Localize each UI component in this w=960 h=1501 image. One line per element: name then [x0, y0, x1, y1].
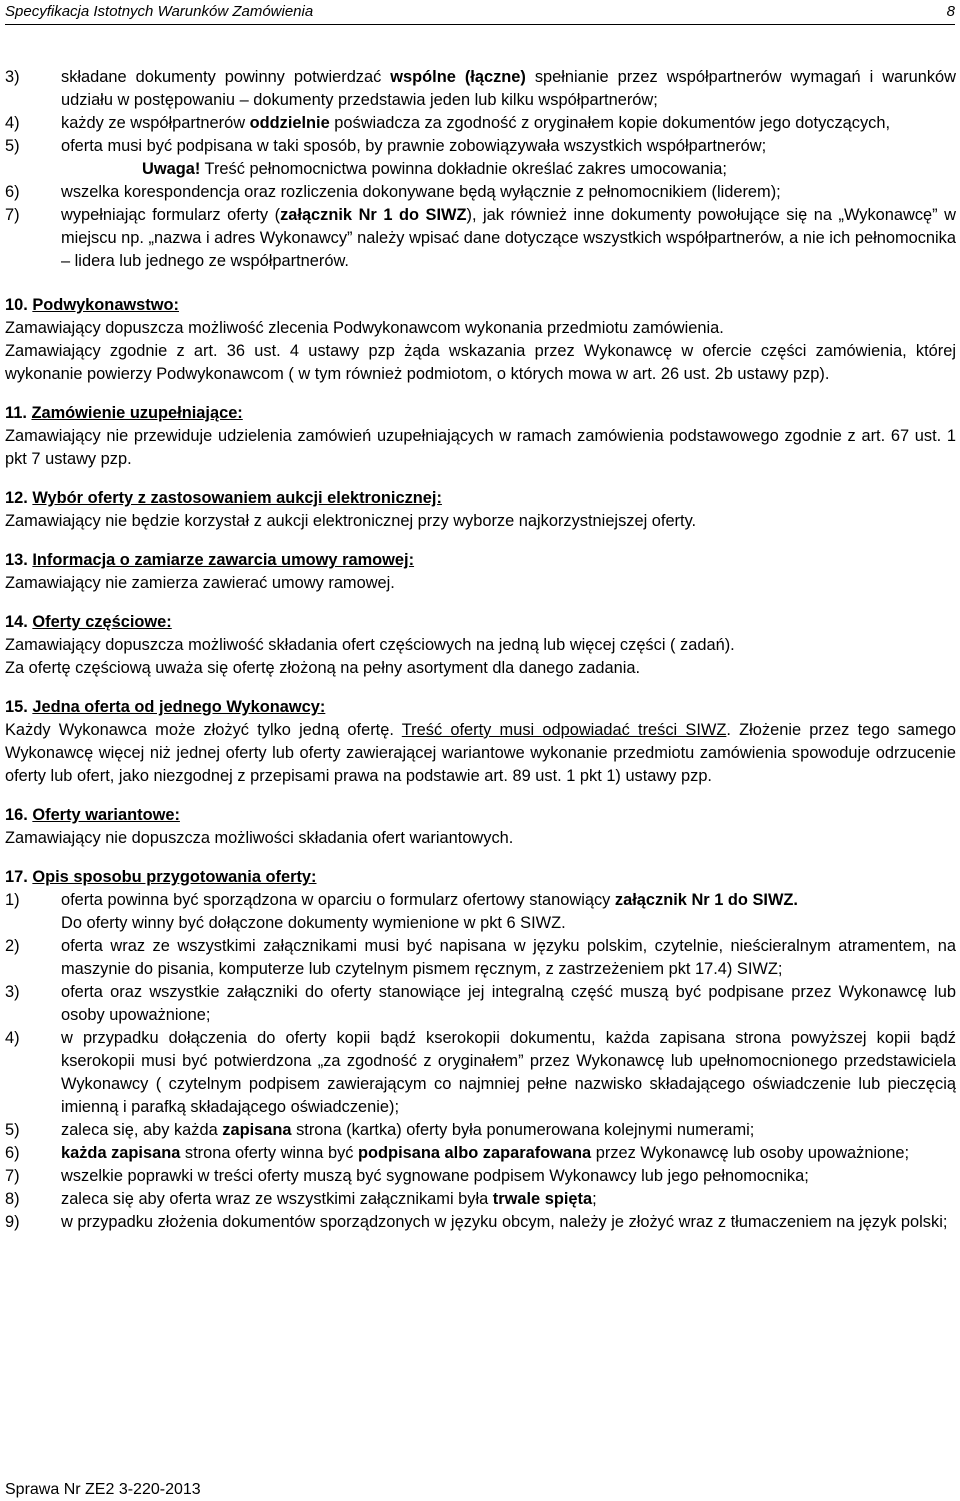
- section-heading: 10. Podwykonawstwo:: [5, 296, 179, 314]
- page-header: [5, 0, 955, 25]
- section-17: 17. Opis sposobu przygotowania oferty: 1) oferta powinna być sporządzona w oparciu o formularz ofertowy stanowiący załącznik Nr 1 do SIWZ. Do oferty winny być dołączone dokumenty wymienione w pkt 6 SIWZ. 2) oferta wraz ze wszystkimi załącznikami musi być napisana w języku polskim, czytelnie, nieścieralnym atramentem, na maszynie do pisania, komputerze lub czytelnym pismem ręcznym, z zastrzeżeniem pkt 17.4) SIWZ; 3) oferta oraz wszystkie załączniki do oferty stanowiące jej integralną część muszą być podpisane przez Wykonawcę lub osoby upoważnione; 4) w przypadku dołączenia do oferty kopii bądź kserokopii dokumentu, każda zapisana strona powyższej kopii bądź kserokopii musi być potwierdzona „za zgodność z oryginałem” przez Wykonawcę lub upełnomocnionego przedstawiciela Wykonawcy ( czytelnym podpisem zawierającym co najmniej pełne nazwisko składającego oświadczenie lub pieczęcią imienną i parafką składającego oświadczenie); 5) zaleca się, aby każda zapisana strona (kartka) oferty była ponumerowana kolejnymi numerami; 6) każda zapisana strona oferty winna być podpisana albo zaparafowana przez Wykonawcę lub osoby upoważnione; 7) wszelkie poprawki w treści oferty muszą być sygnowane podpisem Wykonawcy lub jego pełnomocnika; 8) zaleca się aby oferta wraz ze wszystkimi załącznikami była trwale spięta; 9) w przypadku złożenia dokumentów sporządzonych w języku obcym, należy je złożyć wraz z tłumaczeniem na język polski;: [5, 866, 956, 1234]
- list-item: 4) w przypadku dołączenia do oferty kopii bądź kserokopii dokumentu, każda zapisana strona powyższej kopii bądź kserokopii musi być potwierdzona „za zgodność z oryginałem” przez Wykonawcę lub upełnomocnionego przedstawiciela Wykonawcy ( czytelnym podpisem zawierającym co najmniej pełne nazwisko składającego oświadczenie lub pieczęcią imienną i parafką składającego oświadczenie);: [5, 1029, 956, 1116]
- section-heading: 13. Informacja o zamiarze zawarcia umowy ramowej:: [5, 551, 415, 569]
- header-title: Specyfikacja Istotnych Warunków Zamówienia: [5, 3, 314, 20]
- uwaga-label: Uwaga!: [142, 160, 201, 178]
- consortium-list-a: [5, 66, 956, 158]
- list-item: 6) wszelka korespondencja oraz rozliczenia dokonywane będą wyłącznie z pełnomocnikiem (liderem);: [5, 183, 781, 201]
- list-item: 4) każdy ze współpartnerów oddzielnie poświadcza za zgodność z oryginałem kopie dokumentów jego dotyczących,: [5, 114, 891, 132]
- list-item: 7) wypełniając formularz oferty (załącznik Nr 1 do SIWZ), jak również inne dokumenty powołujące się na „Wykonawcę” w miejscu np. „nazwa i adres Wykonawcy” należy wpisać dane dotyczące wszystkich współpartnerów, a nie ich pełnomocnika – lidera lub jednego ze współpartnerów.: [5, 206, 956, 270]
- section-heading: 14. Oferty częściowe:: [5, 613, 172, 631]
- list-item: 2) oferta wraz ze wszystkimi załącznikami musi być napisana w języku polskim, czytelnie, nieścieralnym atramentem, na maszynie do pisania, komputerze lub czytelnym pismem ręcznym, z zastrzeżeniem pkt 17.4) SIWZ;: [5, 937, 956, 978]
- list-item: 5) oferta musi być podpisana w taki sposób, by prawnie zobowiązywała wszystkich współpartnerów;: [5, 137, 767, 155]
- section-13: 13. Informacja o zamiarze zawarcia umowy ramowej: Zamawiający nie zamierza zawierać umowy ramowej.: [5, 549, 956, 595]
- section-12: 12. Wybór oferty z zastosowaniem aukcji elektronicznej: Zamawiający nie będzie korzystał z aukcji elektronicznej przy wyborze najkorzystniejszej oferty.: [5, 487, 956, 533]
- section-15: 15. Jedna oferta od jednego Wykonawcy: Każdy Wykonawca może złożyć tylko jedną ofertę. Treść oferty musi odpowiadać treści SIWZ. Złożenie przez tego samego Wykonawcę więcej niż jednej oferty lub oferty zawierającej wariantowe wykonanie przedmiotu zamówienia spowoduje odrzucenie oferty lub ofert, jako niezgodnej z przepisami prawa na podstawie art. 89 ust. 1 pkt 1) ustawy pzp.: [5, 698, 956, 785]
- section-10: 10. Podwykonawstwo: Zamawiający dopuszcza możliwość zlecenia Podwykonawcom wykonania przedmiotu zamówienia. Zamawiający zgodnie z art. 36 ust. 4 ustawy pzp żąda wskazania przez Wykonawcę w ofercie części zamówienia, której wykonanie powierzy Podwykonawcom ( w tym również podmiotom, o których mowa w art. 26 ust. 2b ustawy pzp).: [5, 296, 956, 383]
- list-item: 9) w przypadku złożenia dokumentów sporządzonych w języku obcym, należy je złożyć wraz z tłumaczeniem na język polski;: [5, 1213, 948, 1231]
- document-body: [5, 66, 956, 1234]
- section-heading: 16. Oferty wariantowe:: [5, 806, 180, 824]
- list-item: 3) składane dokumenty powinny potwierdzać wspólne (łączne) spełnianie przez współpartnerów wymagań i warunków udziału w postępowaniu – dokumenty przedstawia jeden lub kilku współpartnerów;: [5, 68, 956, 109]
- list-item: 7) wszelkie poprawki w treści oferty muszą być sygnowane podpisem Wykonawcy lub jego pełnomocnika;: [5, 1167, 809, 1185]
- section-14: 14. Oferty częściowe: Zamawiający dopuszcza możliwość składania ofert częściowych na jedną lub więcej części ( zadań). Za ofertę częściową uważa się ofertę złożoną na pełny asortyment dla danego zadania.: [5, 611, 956, 680]
- page-number: 8: [946, 3, 955, 20]
- section-11: 11. Zamówienie uzupełniające: Zamawiający nie przewiduje udzielenia zamówień uzupełniających w ramach zamówienia podstawowego zgodnie z art. 67 ust. 1 pkt 7 ustawy pzp.: [5, 404, 956, 468]
- section-heading: 15. Jedna oferta od jednego Wykonawcy:: [5, 698, 326, 716]
- list-item: 6) każda zapisana strona oferty winna być podpisana albo zaparafowana przez Wykonawcę lub osoby upoważnione;: [5, 1144, 910, 1162]
- list-item: 8) zaleca się aby oferta wraz ze wszystkimi załącznikami była trwale spięta;: [5, 1190, 597, 1208]
- consortium-list-b: [5, 181, 956, 273]
- list-item: 1) oferta powinna być sporządzona w oparciu o formularz ofertowy stanowiący załącznik Nr 1 do SIWZ.: [5, 891, 798, 909]
- page-footer: Sprawa Nr ZE2 3-220-2013: [5, 1481, 201, 1498]
- list-item: 5) zaleca się, aby każda zapisana strona (kartka) oferty była ponumerowana kolejnymi numerami;: [5, 1121, 755, 1139]
- section-16: 16. Oferty wariantowe: Zamawiający nie dopuszcza możliwości składania ofert wariantowych.: [5, 804, 956, 850]
- list-item: 3) oferta oraz wszystkie załączniki do oferty stanowiące jej integralną część muszą być podpisane przez Wykonawcę lub osoby upoważnione;: [5, 983, 956, 1024]
- uwaga-note: Uwaga! Treść pełnomocnictwa powinna dokładnie określać zakres umocowania;: [142, 160, 727, 178]
- section-heading: 17. Opis sposobu przygotowania oferty:: [5, 868, 317, 886]
- section-heading: 11. Zamówienie uzupełniające:: [5, 404, 243, 422]
- section-heading: 12. Wybór oferty z zastosowaniem aukcji elektronicznej:: [5, 489, 442, 507]
